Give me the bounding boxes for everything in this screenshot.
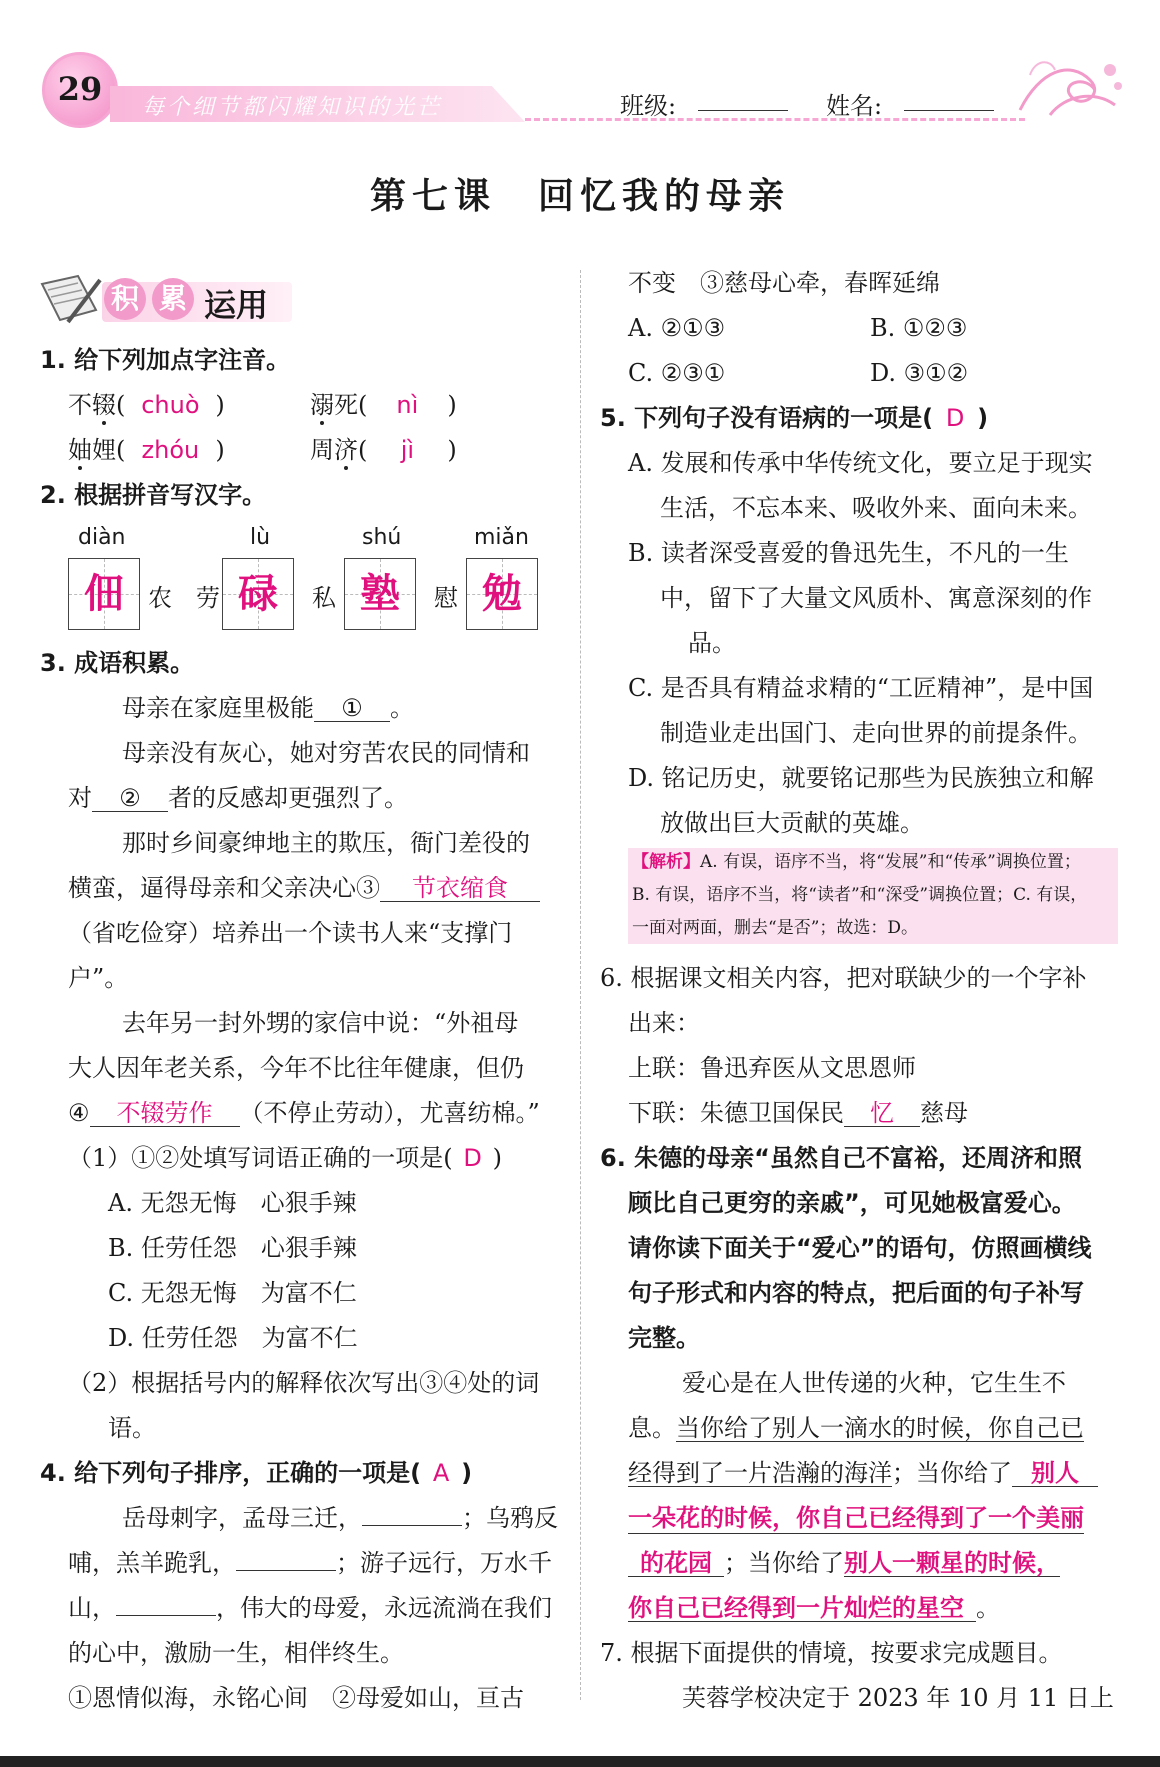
q2-answer-1: 佃 bbox=[84, 571, 124, 617]
q3-answer-3: 节衣缩食 bbox=[380, 875, 540, 902]
bottom-edge bbox=[0, 1756, 1160, 1767]
q5-option-d-cont: 放做出巨大贡献的英雄。 bbox=[660, 809, 924, 837]
q6b-answer-1a: 别人 bbox=[1012, 1460, 1098, 1487]
q3-line-6: （省吃俭穿）培养出一个读书人来“支撑门 bbox=[68, 919, 513, 947]
name-label: 姓名: bbox=[826, 92, 883, 120]
lesson-title: 第七课 回忆我的母亲 bbox=[369, 176, 790, 217]
q1-answer-2: nì bbox=[396, 391, 419, 419]
q4-line-3: 山， ，伟大的母爱，永远流淌在我们 bbox=[68, 1594, 552, 1622]
q4-option-d: D. ③①② bbox=[870, 359, 969, 387]
q3-blank-2: ② bbox=[92, 785, 168, 812]
slogan: 每个细节都闪耀知识的光芒 bbox=[142, 95, 443, 120]
q6b-answer-1c: 的花园 bbox=[628, 1550, 724, 1577]
q2-between-3: 慰 bbox=[434, 584, 458, 612]
q6a-line-1: 6. 根据课文相关内容，把对联缺少的一个字补 bbox=[600, 964, 1087, 992]
section-char-lei: 累 bbox=[152, 278, 194, 320]
q6b-para-6: 你自己已经得到一片灿烂的星空 。 bbox=[628, 1594, 1000, 1622]
q4-stem: 4. 给下列句子排序，正确的一项是( A ) bbox=[40, 1459, 473, 1487]
q6b-model-sentence-1: 当你给了别人一滴水的时候，你自己已 bbox=[676, 1414, 1084, 1442]
q3-line-8: 去年另一封外甥的家信中说：“外祖母 bbox=[122, 1009, 519, 1037]
q6b-line-5: 完整。 bbox=[628, 1324, 700, 1352]
class-label: 班级: bbox=[620, 92, 677, 120]
analysis-line-2: B. 有误，语序不当，将“读者”和“深受”调换位置；C. 有误， bbox=[632, 885, 1088, 905]
q4-option-a: A. ②①③ bbox=[628, 314, 726, 342]
book-pen-icon bbox=[38, 270, 104, 326]
q3-line-9: 大人因年老关系，今年不比往年健康，但仍 bbox=[68, 1054, 524, 1082]
q1-answer-4: jì bbox=[400, 436, 415, 464]
q5-option-d: D. 铭记历史，就要铭记那些为民族独立和解 bbox=[628, 764, 1094, 792]
q6b-para-3: 经得到了一片浩瀚的海洋；当你给了 别人 bbox=[628, 1458, 1098, 1488]
q4-line-2: 哺，羔羊跪乳， ；游子远行，万水千 bbox=[68, 1549, 552, 1577]
q6b-answer-2b: 你自己已经得到一片灿烂的星空 bbox=[628, 1595, 976, 1622]
q3-sub1-answer: D bbox=[463, 1144, 482, 1172]
q6a-couplet-lower: 下联：朱德卫国保民 忆 慈母 bbox=[628, 1099, 968, 1127]
q1-item-4: 周济( jì ) bbox=[310, 436, 457, 464]
q6b-answer-2a: 别人一颗星的时候， bbox=[844, 1549, 1060, 1577]
q6b-line-3: 请你读下面关于“爱心”的语句，仿照画横线 bbox=[628, 1234, 1092, 1262]
analysis-line-1: 【解析】A. 有误，语序不当，将“发展”和“传承”调换位置； bbox=[632, 852, 1081, 872]
class-field[interactable] bbox=[698, 110, 788, 111]
q2-char-box-4 bbox=[466, 558, 538, 630]
q3-answer-4: 不辍劳作 bbox=[90, 1100, 240, 1127]
q2-pinyin-3: shú bbox=[362, 525, 402, 550]
q5-option-b: B. 读者深受喜爱的鲁迅先生，不凡的一生 bbox=[628, 539, 1069, 567]
q3-line-4: 那时乡间豪绅地主的欺压，衙门差役的 bbox=[122, 829, 530, 857]
q2-char-box-2 bbox=[222, 558, 294, 630]
name-field[interactable] bbox=[904, 110, 994, 111]
q5-option-c-cont: 制造业走出国门、走向世界的前提条件。 bbox=[660, 719, 1092, 747]
q3-option-d: D. 任劳任怨 为富不仁 bbox=[108, 1324, 358, 1352]
q4-option-c: C. ②③① bbox=[628, 359, 726, 387]
q3-option-b: B. 任劳任怨 心狠手辣 bbox=[108, 1234, 357, 1262]
q2-char-box-3 bbox=[344, 558, 416, 630]
q6b-para-1: 爱心是在人世传递的火种，它生生不 bbox=[682, 1369, 1066, 1397]
q2-between-2: 私 bbox=[312, 584, 336, 612]
section-char-ji: 积 bbox=[104, 278, 146, 320]
page-number: 29 bbox=[57, 70, 103, 108]
q6b-answer-1b: 一朵花的时候，你自己已经得到了一个美丽 bbox=[628, 1504, 1084, 1532]
q6a-line-2: 出来： bbox=[628, 1009, 700, 1037]
section-title: 运用 bbox=[204, 286, 269, 324]
q4-line-4: 的心中，激励一生，相伴终生。 bbox=[68, 1639, 404, 1667]
q7-stem: 7. 根据下面提供的情境，按要求完成题目。 bbox=[600, 1639, 1063, 1667]
q1-item-3: 妯娌( zhóu ) bbox=[68, 436, 225, 464]
q1-answer-1: chuò bbox=[141, 391, 200, 419]
q5-answer: D bbox=[945, 404, 965, 432]
q3-sub2-cont: 语。 bbox=[108, 1414, 156, 1442]
q3-blank-1: ① bbox=[314, 695, 390, 722]
q3-line-10: ④ 不辍劳作 （不停止劳动），尤喜纺棉。” bbox=[68, 1099, 540, 1127]
q2-answer-2: 碌 bbox=[238, 571, 278, 617]
q6b-model-sentence-2: 经得到了一片浩瀚的海洋 bbox=[628, 1459, 892, 1487]
analysis-tag: 【解析】 bbox=[632, 852, 700, 872]
q6a-couplet-upper: 上联：鲁迅弃医从文思恩师 bbox=[628, 1054, 916, 1082]
column-divider bbox=[580, 270, 581, 1700]
q2-stem: 2. 根据拼音写汉字。 bbox=[40, 481, 267, 509]
analysis-line-3: 一面对两面，删去“是否”；故选：D。 bbox=[632, 918, 919, 938]
q2-between-1: 农 劳 bbox=[148, 584, 220, 612]
q5-option-a-cont: 生活，不忘本来、吸收外来、面向未来。 bbox=[660, 494, 1092, 522]
q5-option-c: C. 是否具有精益求精的“工匠精神”，是中国 bbox=[628, 674, 1094, 702]
q6b-line-4: 句子形式和内容的特点，把后面的句子补写 bbox=[628, 1279, 1084, 1307]
q2-char-box-1 bbox=[68, 558, 140, 630]
q1-item-2: 溺死( nì ) bbox=[310, 391, 457, 419]
q1-answer-3: zhóu bbox=[141, 436, 200, 464]
q6b-line-2: 顾比自己更穷的亲戚”，可见她极富爱心。 bbox=[628, 1189, 1076, 1217]
q4-line-1: 岳母刺字，孟母三迁， ；乌鸦反 bbox=[122, 1504, 558, 1532]
q4-answer: A bbox=[432, 1459, 450, 1487]
q7-line-2: 芙蓉学校决定于 2023 年 10 月 11 日上 bbox=[682, 1684, 1114, 1712]
flourish-ornament-icon bbox=[1010, 50, 1125, 125]
q1-stem: 1. 给下列加点字注音。 bbox=[40, 346, 291, 374]
q4-option-b: B. ①②③ bbox=[870, 314, 968, 342]
q4-line-5: ①恩情似海，永铭心间 ②母爱如山，亘古 bbox=[68, 1684, 524, 1712]
header-dashed-line bbox=[525, 118, 1025, 121]
q2-pinyin-2: lù bbox=[250, 525, 271, 550]
q5-stem: 5. 下列句子没有语病的一项是( D ) bbox=[600, 404, 989, 432]
q3-line-2: 母亲没有灰心，她对穷苦农民的同情和 bbox=[122, 739, 530, 767]
q3-option-c: C. 无怨无悔 为富不仁 bbox=[108, 1279, 357, 1307]
q2-answer-4: 勉 bbox=[482, 571, 522, 617]
q6b-line-1: 6. 朱德的母亲“虽然自己不富裕，还周济和照 bbox=[600, 1144, 1082, 1172]
q3-line-5: 横蛮，逼得母亲和父亲决心③ 节衣缩食 bbox=[68, 873, 540, 903]
q3-sub2: （2）根据括号内的解释依次写出③④处的词 bbox=[68, 1369, 540, 1397]
q3-line-7: 户”。 bbox=[68, 964, 129, 992]
q3-stem: 3. 成语积累。 bbox=[40, 649, 195, 677]
q5-option-b-cont: 中，留下了大量文风质朴、寓意深刻的作 bbox=[660, 584, 1092, 612]
q3-sub1: （1）①②处填写词语正确的一项是( D ) bbox=[68, 1144, 503, 1172]
q5-option-a: A. 发展和传承中华传统文化，要立足于现实 bbox=[628, 449, 1093, 477]
q6b-para-5: 的花园 ；当你给了别人一颗星的时候， bbox=[628, 1548, 1060, 1578]
q3-line-1: 母亲在家庭里极能 ① 。 bbox=[122, 694, 414, 722]
q3-option-a: A. 无怨无悔 心狠手辣 bbox=[108, 1189, 357, 1217]
q4-line-6: 不变 ③慈母心牵，春晖延绵 bbox=[628, 269, 940, 297]
q6a-answer: 忆 bbox=[844, 1100, 920, 1127]
q2-pinyin-4: miǎn bbox=[474, 525, 529, 550]
q2-pinyin-1: diàn bbox=[78, 525, 126, 550]
q1-item-1: 不辍( chuò ) bbox=[68, 391, 225, 419]
q3-line-3: 对 ② 者的反感却更强烈了。 bbox=[68, 784, 408, 812]
q6b-para-2: 息。当你给了别人一滴水的时候，你自己已 bbox=[628, 1414, 1084, 1442]
q2-answer-3: 塾 bbox=[360, 571, 400, 617]
q5-option-b-cont2: 品。 bbox=[688, 629, 736, 657]
